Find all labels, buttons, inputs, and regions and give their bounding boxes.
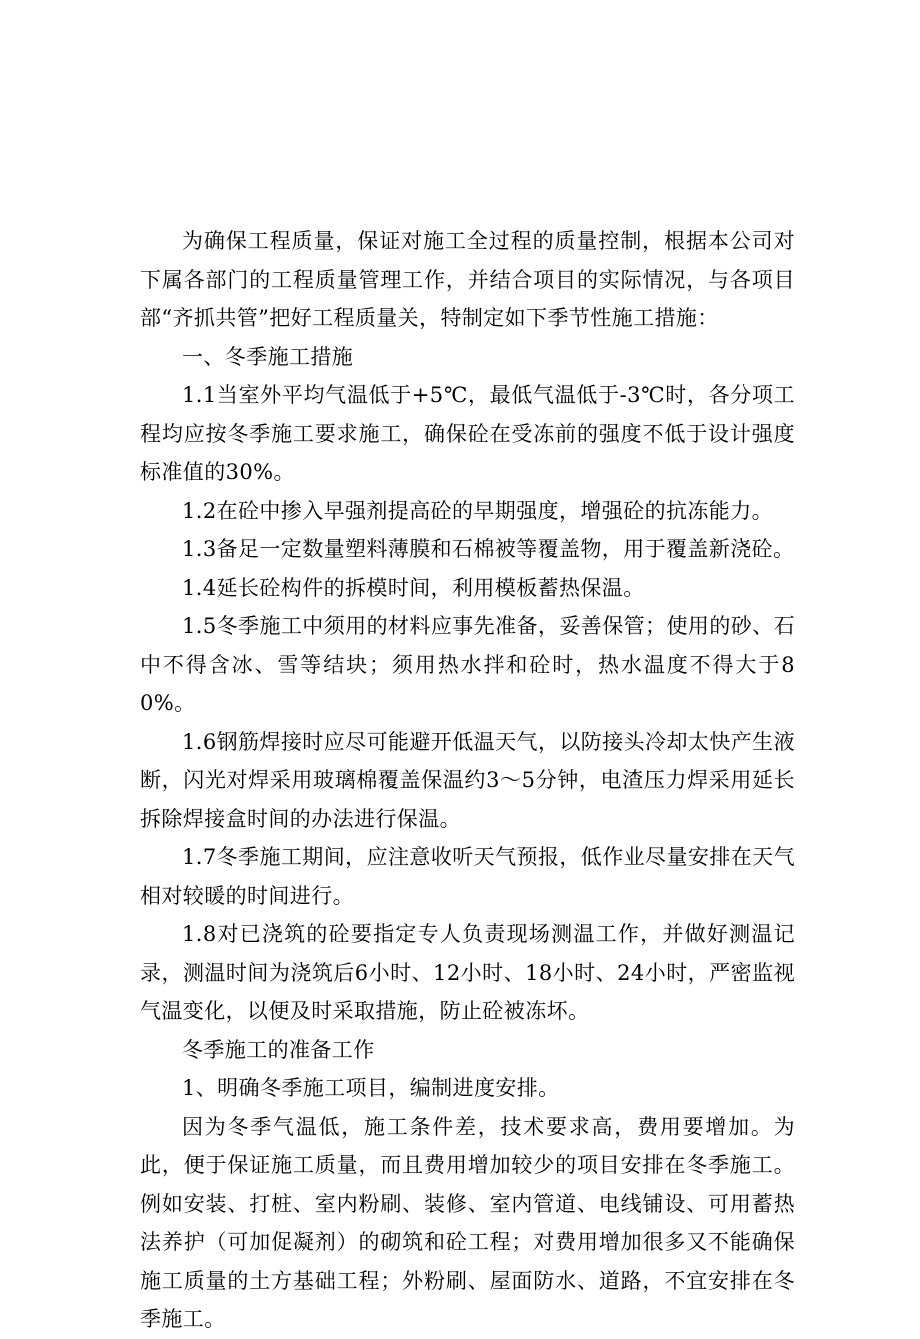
clause-1-5: 1.5冬季施工中须用的材料应事先准备，妥善保管；使用的砂、石中不得含冰、雪等结块；须用热水拌和砼时，热水温度不得大于80%。 [140,614,795,715]
clause-1-8: 1.8对已浇筑的砼要指定专人负责现场测温工作，并做好测温记录，测温时间为浇筑后6小时、12小时、18小时、24小时，严密监视气温变化，以便及时采取措施，防止砼被冻坏。 [140,922,795,1023]
clause-1-2: 1.2在砼中掺入早强剂提高砼的早期强度，增强砼的抗冻能力。 [182,498,773,523]
document-body [140,222,795,1339]
clause-1-7: 1.7冬季施工期间，应注意收听天气预报，低作业尽量安排在天气相对较暖的时间进行。 [140,845,795,908]
section-heading-winter-measures: 一、冬季施工措施 [182,344,354,369]
item-1-heading: 1、明确冬季施工项目，编制进度安排。 [182,1076,560,1100]
section-heading-preparation: 冬季施工的准备工作 [182,1037,375,1062]
clause-1-6: 1.6钢筋焊接时应尽可能避开低温天气，以防接头冷却太快产生液断，闪光对焊采用玻璃棉覆盖保温约3～5分钟，电渣压力焊采用延长拆除焊接盒时间的办法进行保温。 [140,729,795,831]
item-1-paragraph: 因为冬季气温低，施工条件差，技术要求高，费用要增加。为此，便于保证施工质量，而且费用增加较少的项目安排在冬季施工。例如安装、打桩、室内粉刷、装修、室内管道、电线铺设、可用蓄热法养护（可加促凝剂）的砌筑和砼工程；对费用增加很多又不能确保施工质量的土方基础工程；外粉刷、屋面防水、道路，不宜安排在冬季施工。 [140,1114,795,1331]
clause-1-1: 1.1当室外平均气温低于+5℃，最低气温低于-3℃时，各分项工程均应按冬季施工要求施工，确保砼在受冻前的强度不低于设计强度标准值的30%。 [140,383,795,484]
clause-1-4: 1.4延长砼构件的拆模时间，利用模板蓄热保温。 [182,575,645,600]
clause-1-3: 1.3备足一定数量塑料薄膜和石棉被等覆盖物，用于覆盖新浇砼。 [182,537,795,561]
intro-paragraph: 为确保工程质量，保证对施工全过程的质量控制，根据本公司对下属各部门的工程质量管理工作，并结合项目的实际情况，与各项目部“齐抓共管”把好工程质量关，特制定如下季节性施工措施： [140,229,795,330]
